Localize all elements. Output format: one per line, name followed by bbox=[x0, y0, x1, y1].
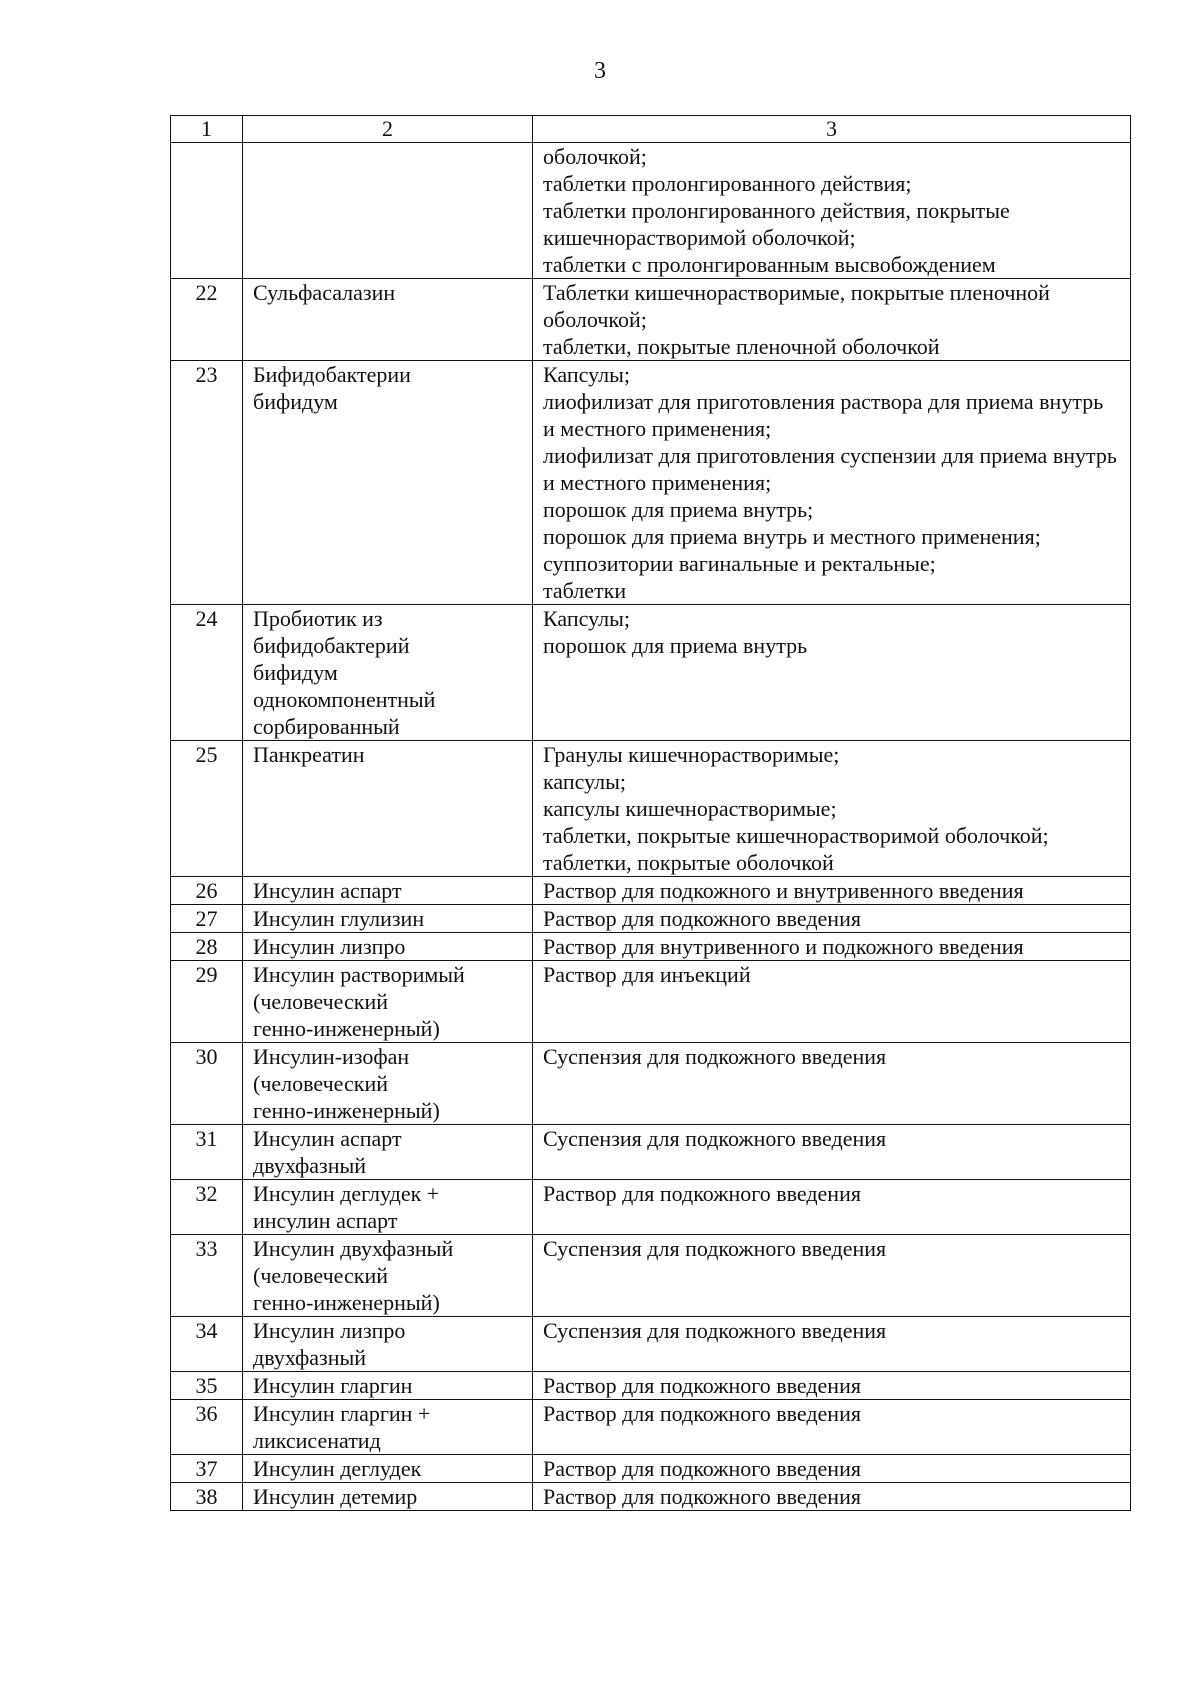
dosage-forms: Раствор для подкожного введения bbox=[533, 1400, 1131, 1455]
table-row bbox=[171, 905, 1131, 933]
table-row bbox=[171, 1043, 1131, 1125]
row-number: 36 bbox=[171, 1400, 243, 1455]
dosage-forms: оболочкой; таблетки пролонгированного действия; таблетки пролонгированного действия, покрытые кишечнорастворимой оболочкой; таблетки с пролонгированным высвобождением bbox=[533, 143, 1131, 279]
drug-table bbox=[170, 115, 1131, 1511]
drug-name: Панкреатин bbox=[243, 741, 533, 877]
table-row bbox=[171, 143, 1131, 279]
dosage-forms: Суспензия для подкожного введения bbox=[533, 1125, 1131, 1180]
table-row bbox=[171, 877, 1131, 905]
drug-name: Инсулин лизпро bbox=[243, 933, 533, 961]
table-row bbox=[171, 1400, 1131, 1455]
drug-name: Инсулин аспарт двухфазный bbox=[243, 1125, 533, 1180]
dosage-forms: Суспензия для подкожного введения bbox=[533, 1235, 1131, 1317]
dosage-forms: Таблетки кишечнорастворимые, покрытые пленочной оболочкой; таблетки, покрытые пленочной оболочкой bbox=[533, 279, 1131, 361]
table-row bbox=[171, 1483, 1131, 1511]
table-row bbox=[171, 961, 1131, 1043]
drug-name: Инсулин гларгин + ликсисенатид bbox=[243, 1400, 533, 1455]
table-row bbox=[171, 741, 1131, 877]
drug-name: Бифидобактерии бифидум bbox=[243, 361, 533, 605]
header-col-3: 3 bbox=[533, 116, 1131, 143]
row-number: 27 bbox=[171, 905, 243, 933]
row-number: 33 bbox=[171, 1235, 243, 1317]
table-row bbox=[171, 1180, 1131, 1235]
table-row bbox=[171, 1317, 1131, 1372]
table-row bbox=[171, 933, 1131, 961]
drug-name: Инсулин лизпро двухфазный bbox=[243, 1317, 533, 1372]
table-row bbox=[171, 1235, 1131, 1317]
row-number: 38 bbox=[171, 1483, 243, 1511]
table-body bbox=[171, 143, 1131, 1511]
drug-name: Сульфасалазин bbox=[243, 279, 533, 361]
row-number: 22 bbox=[171, 279, 243, 361]
drug-name: Инсулин гларгин bbox=[243, 1372, 533, 1400]
row-number: 29 bbox=[171, 961, 243, 1043]
drug-name: Инсулин деглудек bbox=[243, 1455, 533, 1483]
table-row bbox=[171, 1455, 1131, 1483]
drug-name: Инсулин растворимый (человеческий генно-инженерный) bbox=[243, 961, 533, 1043]
row-number: 23 bbox=[171, 361, 243, 605]
dosage-forms: Раствор для подкожного введения bbox=[533, 1455, 1131, 1483]
drug-name bbox=[243, 143, 533, 279]
row-number: 34 bbox=[171, 1317, 243, 1372]
dosage-forms: Раствор для инъекций bbox=[533, 961, 1131, 1043]
header-col-1: 1 bbox=[171, 116, 243, 143]
row-number: 24 bbox=[171, 605, 243, 741]
drug-name: Инсулин двухфазный (человеческий генно-инженерный) bbox=[243, 1235, 533, 1317]
drug-name: Пробиотик из бифидобактерий бифидум однокомпонентный сорбированный bbox=[243, 605, 533, 741]
table-row bbox=[171, 279, 1131, 361]
header-row bbox=[171, 116, 1131, 143]
row-number: 28 bbox=[171, 933, 243, 961]
row-number: 31 bbox=[171, 1125, 243, 1180]
dosage-forms: Суспензия для подкожного введения bbox=[533, 1317, 1131, 1372]
dosage-forms: Гранулы кишечнорастворимые; капсулы; капсулы кишечнорастворимые; таблетки, покрытые кишечнорастворимой оболочкой; таблетки, покрытые оболочкой bbox=[533, 741, 1131, 877]
table-row bbox=[171, 1372, 1131, 1400]
dosage-forms: Капсулы; порошок для приема внутрь bbox=[533, 605, 1131, 741]
dosage-forms: Суспензия для подкожного введения bbox=[533, 1043, 1131, 1125]
table-row bbox=[171, 361, 1131, 605]
row-number: 25 bbox=[171, 741, 243, 877]
dosage-forms: Раствор для подкожного введения bbox=[533, 1180, 1131, 1235]
drug-name: Инсулин деглудек + инсулин аспарт bbox=[243, 1180, 533, 1235]
header-col-2: 2 bbox=[243, 116, 533, 143]
table-row bbox=[171, 1125, 1131, 1180]
row-number bbox=[171, 143, 243, 279]
table-row bbox=[171, 605, 1131, 741]
row-number: 30 bbox=[171, 1043, 243, 1125]
dosage-forms: Раствор для подкожного введения bbox=[533, 1483, 1131, 1511]
row-number: 37 bbox=[171, 1455, 243, 1483]
dosage-forms: Раствор для подкожного введения bbox=[533, 1372, 1131, 1400]
drug-name: Инсулин детемир bbox=[243, 1483, 533, 1511]
drug-name: Инсулин аспарт bbox=[243, 877, 533, 905]
row-number: 32 bbox=[171, 1180, 243, 1235]
row-number: 35 bbox=[171, 1372, 243, 1400]
dosage-forms: Раствор для подкожного и внутривенного введения bbox=[533, 877, 1131, 905]
table-header bbox=[171, 116, 1131, 143]
dosage-forms: Раствор для подкожного введения bbox=[533, 905, 1131, 933]
dosage-forms: Раствор для внутривенного и подкожного введения bbox=[533, 933, 1131, 961]
drug-name: Инсулин-изофан (человеческий генно-инженерный) bbox=[243, 1043, 533, 1125]
dosage-forms: Капсулы; лиофилизат для приготовления раствора для приема внутрь и местного применения; лиофилизат для приготовления суспензии для приема внутрь и местного применения; порошок для приема внутрь; порошок для приема внутрь и местного применения; суппозитории вагинальные и ректальные; таблетки bbox=[533, 361, 1131, 605]
row-number: 26 bbox=[171, 877, 243, 905]
page-number: 3 bbox=[594, 58, 606, 84]
drug-name: Инсулин глулизин bbox=[243, 905, 533, 933]
